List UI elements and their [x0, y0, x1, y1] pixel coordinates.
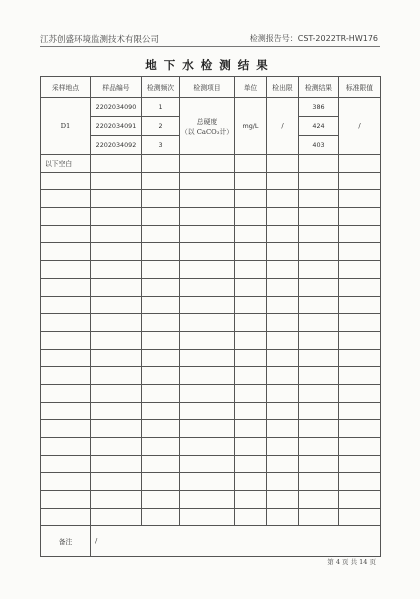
empty-cell	[299, 278, 339, 296]
empty-cell	[41, 473, 91, 491]
empty-cell	[339, 208, 381, 226]
empty-cell	[267, 420, 299, 438]
empty-table-row	[41, 243, 381, 261]
empty-cell	[91, 331, 142, 349]
empty-cell	[142, 296, 180, 314]
empty-table-row	[41, 225, 381, 243]
empty-cell	[180, 190, 235, 208]
empty-cell	[142, 225, 180, 243]
empty-cell	[235, 172, 267, 190]
empty-table-row	[41, 455, 381, 473]
empty-cell	[180, 367, 235, 385]
empty-cell	[235, 420, 267, 438]
frequency-cell: 2	[142, 117, 180, 136]
empty-cell	[339, 172, 381, 190]
unit-cell: mg/L	[235, 98, 267, 155]
empty-cell	[91, 225, 142, 243]
empty-cell	[339, 402, 381, 420]
empty-cell	[299, 225, 339, 243]
header-divider	[40, 46, 380, 47]
empty-cell	[41, 190, 91, 208]
empty-cell	[235, 491, 267, 509]
empty-cell	[339, 349, 381, 367]
empty-cell	[41, 225, 91, 243]
remark-value: /	[91, 526, 381, 557]
results-table	[40, 76, 381, 557]
empty-cell	[235, 261, 267, 279]
sample-id-cell: 2202034092	[91, 136, 142, 155]
empty-cell	[41, 402, 91, 420]
empty-cell	[299, 208, 339, 226]
empty-cell	[41, 349, 91, 367]
col-header-sample-id: 样品编号	[91, 77, 142, 98]
empty-cell	[142, 508, 180, 526]
empty-table-row	[41, 190, 381, 208]
empty-cell	[267, 208, 299, 226]
col-header-standard-limit: 标准限值	[339, 77, 381, 98]
empty-cell	[41, 367, 91, 385]
empty-cell	[91, 296, 142, 314]
empty-cell	[339, 455, 381, 473]
empty-cell	[91, 367, 142, 385]
empty-cell	[299, 508, 339, 526]
empty-cell	[91, 455, 142, 473]
empty-cell	[142, 261, 180, 279]
empty-cell	[299, 331, 339, 349]
empty-cell	[299, 367, 339, 385]
empty-cell	[91, 473, 142, 491]
item-cell	[180, 98, 235, 155]
col-header-item: 检测项目	[180, 77, 235, 98]
empty-cell	[41, 491, 91, 509]
empty-cell	[299, 455, 339, 473]
empty-cell	[180, 455, 235, 473]
report-number: 检测报告号：CST-2022TR-HW176	[249, 34, 378, 43]
empty-cell	[235, 208, 267, 226]
empty-table-row	[41, 491, 381, 509]
empty-cell	[267, 349, 299, 367]
empty-cell	[235, 296, 267, 314]
empty-cell	[142, 473, 180, 491]
empty-cell	[180, 384, 235, 402]
empty-cell	[267, 508, 299, 526]
empty-cell	[180, 331, 235, 349]
empty-cell	[142, 438, 180, 456]
empty-cell	[142, 491, 180, 509]
empty-cell	[180, 420, 235, 438]
empty-cell	[235, 225, 267, 243]
empty-cell	[267, 243, 299, 261]
table-row	[41, 98, 381, 117]
empty-cell	[180, 296, 235, 314]
empty-cell	[41, 278, 91, 296]
empty-cell	[142, 172, 180, 190]
empty-cell	[142, 384, 180, 402]
item-name: 总硬度	[196, 118, 218, 126]
empty-cell	[91, 243, 142, 261]
col-header-detection-limit: 检出限	[267, 77, 299, 98]
empty-cell	[180, 314, 235, 332]
empty-table-row	[41, 278, 381, 296]
empty-cell	[267, 172, 299, 190]
empty-cell	[142, 349, 180, 367]
company-name: 江苏创盛环境监测技术有限公司	[40, 35, 160, 45]
empty-table-row	[41, 508, 381, 526]
empty-cell	[91, 261, 142, 279]
empty-cell	[91, 438, 142, 456]
empty-cell	[267, 261, 299, 279]
empty-cell	[91, 208, 142, 226]
empty-cell	[235, 473, 267, 491]
remark-row	[41, 526, 381, 557]
empty-cell	[299, 296, 339, 314]
empty-cell	[41, 314, 91, 332]
empty-table-row	[41, 331, 381, 349]
empty-cell	[41, 508, 91, 526]
empty-table-row	[41, 402, 381, 420]
empty-cell	[299, 420, 339, 438]
empty-cell	[339, 225, 381, 243]
empty-cell	[180, 243, 235, 261]
empty-cell	[142, 278, 180, 296]
empty-cell	[142, 367, 180, 385]
empty-cell	[299, 172, 339, 190]
empty-cell	[267, 190, 299, 208]
empty-cell	[180, 491, 235, 509]
empty-cell	[267, 278, 299, 296]
empty-cell	[142, 420, 180, 438]
empty-table-row	[41, 367, 381, 385]
empty-cell	[267, 473, 299, 491]
empty-cell	[299, 402, 339, 420]
empty-cell	[235, 384, 267, 402]
empty-cell	[267, 438, 299, 456]
empty-rows	[41, 172, 381, 526]
empty-cell	[91, 402, 142, 420]
empty-cell	[235, 508, 267, 526]
empty-cell	[180, 473, 235, 491]
empty-cell	[299, 349, 339, 367]
empty-cell	[41, 172, 91, 190]
sample-id-cell: 2202034091	[91, 117, 142, 136]
empty-table-row	[41, 420, 381, 438]
col-header-result: 检测结果	[299, 77, 339, 98]
empty-cell	[235, 190, 267, 208]
empty-cell	[41, 420, 91, 438]
empty-cell	[339, 438, 381, 456]
empty-table-row	[41, 384, 381, 402]
table-row	[41, 155, 381, 173]
location-cell: D1	[41, 98, 91, 155]
empty-cell	[142, 455, 180, 473]
remark-label: 备注	[41, 526, 91, 557]
empty-cell	[299, 438, 339, 456]
empty-cell	[180, 208, 235, 226]
table-header-row	[41, 77, 381, 98]
empty-cell	[339, 278, 381, 296]
empty-cell	[41, 243, 91, 261]
frequency-cell: 1	[142, 98, 180, 117]
sample-id-cell: 2202034090	[91, 98, 142, 117]
empty-cell	[91, 172, 142, 190]
empty-cell	[339, 491, 381, 509]
empty-cell	[267, 455, 299, 473]
empty-cell	[339, 331, 381, 349]
empty-cell	[299, 384, 339, 402]
empty-cell	[180, 172, 235, 190]
empty-cell	[91, 384, 142, 402]
empty-cell	[339, 384, 381, 402]
empty-cell	[180, 438, 235, 456]
empty-cell	[339, 508, 381, 526]
result-cell: 386	[299, 98, 339, 117]
empty-cell	[41, 208, 91, 226]
empty-cell	[235, 402, 267, 420]
standard-limit-cell: /	[339, 98, 381, 155]
empty-table-row	[41, 172, 381, 190]
empty-cell	[180, 225, 235, 243]
col-header-unit: 单位	[235, 77, 267, 98]
empty-cell	[339, 261, 381, 279]
empty-cell	[267, 491, 299, 509]
blank-note: 以下空白	[41, 155, 91, 173]
empty-cell	[299, 243, 339, 261]
empty-cell	[142, 331, 180, 349]
empty-cell	[235, 278, 267, 296]
empty-cell	[339, 243, 381, 261]
empty-cell	[142, 402, 180, 420]
empty-table-row	[41, 349, 381, 367]
empty-cell	[235, 331, 267, 349]
empty-cell	[180, 508, 235, 526]
frequency-cell: 3	[142, 136, 180, 155]
empty-cell	[41, 296, 91, 314]
empty-cell	[235, 455, 267, 473]
empty-cell	[91, 314, 142, 332]
empty-cell	[267, 314, 299, 332]
empty-table-row	[41, 473, 381, 491]
empty-cell	[91, 491, 142, 509]
result-cell: 424	[299, 117, 339, 136]
empty-cell	[180, 402, 235, 420]
result-cell: 403	[299, 136, 339, 155]
empty-cell	[142, 314, 180, 332]
empty-cell	[267, 367, 299, 385]
empty-table-row	[41, 438, 381, 456]
empty-cell	[299, 491, 339, 509]
empty-cell	[180, 261, 235, 279]
empty-cell	[339, 420, 381, 438]
empty-cell	[142, 190, 180, 208]
empty-cell	[339, 473, 381, 491]
empty-table-row	[41, 296, 381, 314]
empty-cell	[299, 261, 339, 279]
empty-cell	[180, 278, 235, 296]
empty-cell	[91, 349, 142, 367]
empty-cell	[142, 243, 180, 261]
empty-cell	[299, 314, 339, 332]
empty-cell	[235, 314, 267, 332]
empty-cell	[41, 261, 91, 279]
item-basis: （以 CaCO₃计）	[180, 128, 234, 136]
empty-cell	[142, 208, 180, 226]
page-number: 第 4 页 共 14 页	[327, 558, 376, 566]
empty-cell	[91, 278, 142, 296]
empty-cell	[91, 190, 142, 208]
empty-cell	[235, 367, 267, 385]
empty-cell	[299, 473, 339, 491]
empty-cell	[180, 349, 235, 367]
empty-cell	[339, 367, 381, 385]
col-header-frequency: 检测频次	[142, 77, 180, 98]
empty-cell	[267, 225, 299, 243]
empty-table-row	[41, 314, 381, 332]
empty-cell	[235, 349, 267, 367]
empty-table-row	[41, 261, 381, 279]
empty-cell	[267, 384, 299, 402]
detection-limit-cell: /	[267, 98, 299, 155]
empty-cell	[235, 243, 267, 261]
empty-cell	[339, 296, 381, 314]
empty-cell	[267, 331, 299, 349]
empty-cell	[91, 420, 142, 438]
empty-cell	[339, 314, 381, 332]
empty-cell	[267, 296, 299, 314]
empty-cell	[299, 190, 339, 208]
empty-table-row	[41, 208, 381, 226]
page-title: 地下水检测结果	[145, 58, 275, 72]
empty-cell	[41, 455, 91, 473]
col-header-location: 采样地点	[41, 77, 91, 98]
empty-cell	[41, 384, 91, 402]
empty-cell	[41, 438, 91, 456]
empty-cell	[339, 190, 381, 208]
empty-cell	[235, 438, 267, 456]
empty-cell	[267, 402, 299, 420]
empty-cell	[41, 331, 91, 349]
empty-cell	[91, 508, 142, 526]
